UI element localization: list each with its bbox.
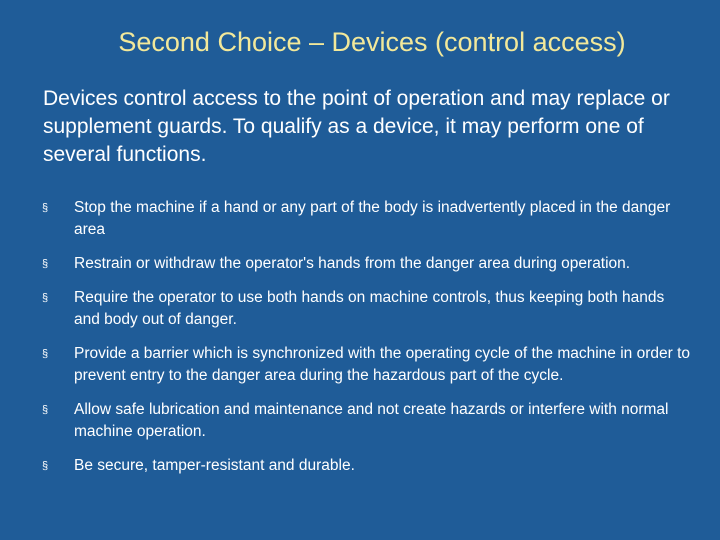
bullet-text: Be secure, tamper-resistant and durable.	[74, 457, 355, 474]
bullet-item	[42, 253, 692, 275]
bullet-text: Restrain or withdraw the operator's hands from the danger area during operation.	[74, 255, 631, 272]
bullet-text: Allow safe lubrication and maintenance and not create hazards or interfere with normal machine operation.	[74, 401, 669, 440]
bullet-item	[42, 399, 692, 443]
bullet-text: Provide a barrier which is synchronized with the operating cycle of the machine in order to prevent entry to the danger area during the hazardous part of the cycle.	[74, 345, 691, 384]
slide-title: Second Choice – Devices (control access)	[118, 27, 626, 57]
bullet-item	[42, 197, 692, 241]
bullet-marker: §	[42, 404, 49, 416]
bullet-item	[42, 455, 692, 477]
bullet-marker: §	[42, 348, 49, 360]
bullet-text: Require the operator to use both hands on machine controls, thus keeping both hands and body out of danger.	[74, 289, 665, 328]
intro-paragraph: Devices control access to the point of operation and may replace or supplement guards. To qualify as a device, it may perform one of several functions.	[43, 87, 670, 166]
bullet-marker: §	[42, 202, 49, 214]
bullet-item	[42, 287, 692, 331]
bullet-item	[42, 343, 692, 387]
bullet-text: Stop the machine if a hand or any part of the body is inadvertently placed in the danger area	[74, 199, 671, 238]
bullet-list	[42, 197, 692, 489]
bullet-marker: §	[42, 292, 49, 304]
bullet-marker: §	[42, 258, 49, 270]
bullet-marker: §	[42, 460, 49, 472]
